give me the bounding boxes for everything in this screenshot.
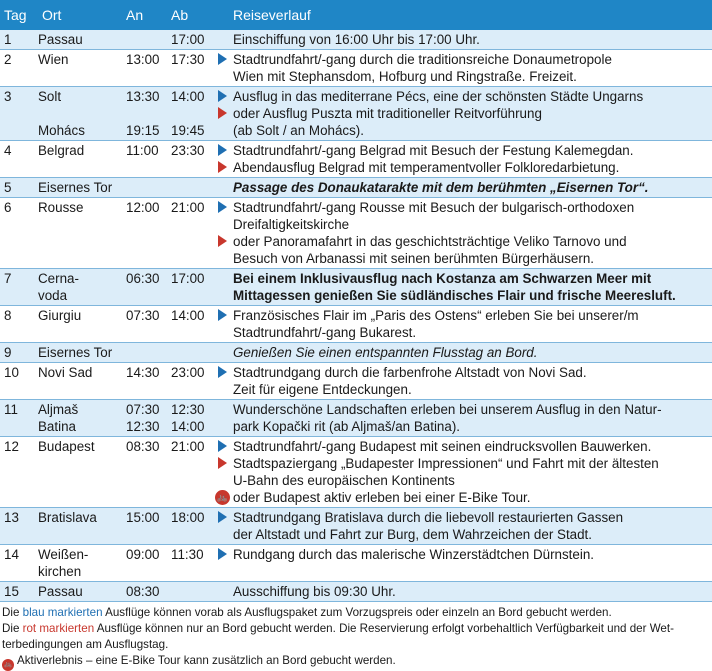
tag-number: 12: [4, 439, 19, 454]
itinerary-text-line: Wunderschöne Landschaften erleben bei unserem Ausflug in den Natur-: [233, 402, 662, 417]
arrival-time: 15:00: [126, 510, 160, 525]
cell-ort: [38, 437, 116, 508]
tag-number: 8: [4, 308, 12, 323]
e-bike-icon: 🚲: [2, 659, 14, 671]
footnotes: [0, 602, 712, 671]
tag-number: 3: [4, 89, 12, 104]
blue-triangle-icon: [213, 88, 231, 105]
itinerary-text-line: Besuch von Arbanassi mit seinen berühmten Bürgerhäusern.: [233, 251, 595, 266]
itinerary-text-line: Rundgang durch das malerische Winzerstädtchen Dürnstein.: [233, 547, 594, 562]
cell-marker: [213, 437, 231, 508]
tag-number: 7: [4, 271, 12, 286]
departure-time: 14:00: [171, 419, 205, 434]
marker-empty: [213, 324, 231, 341]
cell-reiseverlauf: [231, 508, 712, 545]
tag-number: 2: [4, 52, 12, 67]
cell-reiseverlauf: [231, 437, 712, 508]
itinerary-text-line: park Kopački rit (ab Aljmaš/an Batina).: [233, 419, 460, 434]
departure-time: 17:30: [171, 52, 205, 67]
cell-tag: [0, 306, 38, 343]
triangle-right-icon: [218, 511, 227, 523]
footnote-bike: 🚲 Aktiverlebnis – eine E-Bike Tour kann zusätzlich an Bord gebucht werden.: [2, 653, 710, 671]
itinerary-text-line: Passage des Donaukatarakte mit dem berühmten „Eisernen Tor“.: [233, 180, 649, 195]
cell-marker: [213, 30, 231, 50]
header-reiseverlauf: Reiseverlauf: [231, 0, 712, 30]
place-name: Bratislava: [38, 510, 97, 525]
arrival-time: 06:30: [126, 271, 160, 286]
table-row: [0, 400, 712, 437]
red-triangle-icon: [213, 233, 231, 250]
cell-an: [116, 178, 171, 198]
cell-marker: [213, 306, 231, 343]
cell-reiseverlauf: [231, 50, 712, 87]
cell-ab: [171, 269, 213, 306]
table-row: [0, 306, 712, 343]
cell-ort: [38, 582, 116, 602]
arrival-time: [126, 344, 171, 361]
blue-triangle-icon: [213, 142, 231, 159]
cell-ort: [38, 343, 116, 363]
cell-ab: [171, 141, 213, 178]
cell-ort: [38, 400, 116, 437]
cell-tag: [0, 178, 38, 198]
itinerary-text-line: Ausflug in das mediterrane Pécs, eine der schönsten Städte Ungarns: [233, 89, 644, 104]
cell-tag: [0, 141, 38, 178]
cell-tag: [0, 198, 38, 269]
table-row: [0, 50, 712, 87]
cell-tag: [0, 437, 38, 508]
itinerary-text-line: oder Budapest aktiv erleben bei einer E-Bike Tour.: [233, 490, 531, 505]
cell-marker: [213, 87, 231, 141]
itinerary-text-line: Ausschiffung bis 09:30 Uhr.: [233, 584, 396, 599]
itinerary-text-line: oder Panoramafahrt in das geschichtsträchtige Veliko Tarnovo und: [233, 234, 627, 249]
header-tag: Tag: [0, 0, 38, 30]
place-name: Batina: [38, 419, 76, 434]
red-marked-text: rot markierten: [22, 622, 95, 635]
itinerary-text-line: Stadtrundgang Bratislava durch die liebevoll restaurierten Gassen: [233, 510, 624, 525]
cell-marker: [213, 269, 231, 306]
cell-an: [116, 437, 171, 508]
marker-empty: [213, 270, 231, 287]
red-triangle-icon: [213, 105, 231, 122]
marker-empty: [213, 381, 231, 398]
cell-reiseverlauf: [231, 582, 712, 602]
arrival-time: 08:30: [126, 584, 160, 599]
cell-ab: [171, 30, 213, 50]
cell-marker: [213, 141, 231, 178]
cell-tag: [0, 363, 38, 400]
place-name: Wien: [38, 52, 69, 67]
arrival-time: 14:30: [126, 365, 160, 380]
cell-ort: [38, 87, 116, 141]
place-name: Novi Sad: [38, 365, 93, 380]
departure-time: 23:00: [171, 365, 205, 380]
departure-time: [171, 344, 213, 361]
itinerary-text-line: Wien mit Stephansdom, Hofburg und Ringstraße. Freizeit.: [233, 69, 577, 84]
footnote-red-cont: terbedingungen am Ausflugstag.: [2, 638, 169, 651]
place-name: Mohács: [38, 123, 85, 138]
marker-empty: [213, 401, 231, 418]
cell-marker: [213, 508, 231, 545]
itinerary-text-line: Stadtrundfahrt/-gang Bukarest.: [233, 325, 417, 340]
marker-empty: [213, 287, 231, 304]
departure-time: 14:00: [171, 89, 205, 104]
cell-marker: [213, 198, 231, 269]
tag-number: 5: [4, 180, 12, 195]
place-name: kirchen: [38, 564, 82, 579]
itinerary-text-line: Stadtrundgang durch die farbenfrohe Altstadt von Novi Sad.: [233, 365, 587, 380]
table-header-row: [0, 0, 712, 30]
cell-ort: [38, 269, 116, 306]
cell-an: [116, 582, 171, 602]
cell-reiseverlauf: [231, 306, 712, 343]
arrival-time: 12:30: [126, 419, 160, 434]
arrival-time: 07:30: [126, 402, 160, 417]
itinerary-text-line: Mittagessen genießen Sie südländisches Flair und frische Meeresluft.: [233, 288, 676, 303]
itinerary-text-line: Abendausflug Belgrad mit temperamentvoller Folkloredarbietung.: [233, 160, 620, 175]
triangle-right-icon: [218, 107, 227, 119]
arrival-time: 07:30: [126, 308, 160, 323]
marker-empty: [213, 250, 231, 267]
red-triangle-icon: [213, 455, 231, 472]
triangle-right-icon: [218, 144, 227, 156]
blue-marked-text: blau markierten: [22, 606, 103, 619]
departure-time: 23:30: [171, 143, 205, 158]
place-name: Rousse: [38, 200, 84, 215]
departure-time: 17:00: [171, 271, 205, 286]
place-name: Giurgiu: [38, 308, 82, 323]
itinerary-text-line: Stadtrundfahrt/-gang Budapest mit seinen eindrucksvollen Bauwerken.: [233, 439, 652, 454]
cell-tag: [0, 50, 38, 87]
cell-ab: [171, 400, 213, 437]
place-name: Belgrad: [38, 143, 85, 158]
cell-an: [116, 400, 171, 437]
place-name: Eisernes Tor: [38, 180, 113, 195]
tag-number: 14: [4, 547, 19, 562]
table-row: [0, 343, 712, 363]
cell-reiseverlauf: [231, 198, 712, 269]
cell-ort: [38, 363, 116, 400]
tag-number: 11: [4, 402, 18, 417]
departure-time: [171, 583, 213, 600]
itinerary-text-line: der Altstadt und Fahrt zur Burg, dem Wahrzeichen der Stadt.: [233, 527, 592, 542]
cell-reiseverlauf: [231, 545, 712, 582]
tag-number: 1: [4, 32, 12, 47]
cell-tag: [0, 545, 38, 582]
marker-empty: [213, 122, 231, 139]
red-triangle-icon: [213, 159, 231, 176]
place-name: Weißen-: [38, 547, 89, 562]
triangle-right-icon: [218, 53, 227, 65]
departure-time: 21:00: [171, 200, 205, 215]
cell-ort: [38, 178, 116, 198]
cell-tag: [0, 87, 38, 141]
table-row: [0, 437, 712, 508]
triangle-right-icon: [218, 201, 227, 213]
cell-reiseverlauf: [231, 87, 712, 141]
cell-reiseverlauf: [231, 363, 712, 400]
marker-empty: [213, 344, 231, 361]
itinerary-text-line: Stadtrundfahrt/-gang durch die traditionsreiche Donaumetropole: [233, 52, 612, 67]
footnote-blue: Die blau markierten Ausflüge können vorab als Ausflugspaket zum Vorzugspreis oder einzeln an Bord gebucht werden.: [2, 606, 612, 619]
e-bike-marker: [213, 489, 231, 506]
table-row: [0, 198, 712, 269]
triangle-right-icon: [218, 235, 227, 247]
marker-empty: [213, 68, 231, 85]
triangle-right-icon: [218, 440, 227, 452]
footnote-red: Die rot markierten Ausflüge können nur an Bord gebucht werden. Die Reservierung erfolgt vorbehaltlich Verfügbarkeit und der Wet-: [2, 622, 674, 635]
table-row: [0, 582, 712, 602]
arrival-time: [126, 31, 171, 48]
cell-tag: [0, 400, 38, 437]
cell-ab: [171, 582, 213, 602]
table-row: [0, 178, 712, 198]
cell-ort: [38, 30, 116, 50]
header-ab: Ab: [171, 0, 213, 30]
cell-ort: [38, 198, 116, 269]
marker-empty: [213, 472, 231, 489]
triangle-right-icon: [218, 366, 227, 378]
cell-reiseverlauf: [231, 30, 712, 50]
cell-an: [116, 30, 171, 50]
cell-tag: [0, 508, 38, 545]
table-row: [0, 545, 712, 582]
tag-number: 10: [4, 365, 19, 380]
departure-time: [171, 179, 213, 196]
place-name: Passau: [38, 584, 83, 599]
cell-an: [116, 269, 171, 306]
cell-ab: [171, 508, 213, 545]
place-name: Solt: [38, 89, 62, 104]
departure-time: 21:00: [171, 439, 205, 454]
itinerary-text-line: Dreifaltigkeitskirche: [233, 217, 350, 232]
departure-time: [171, 105, 213, 122]
e-bike-icon: 🚲: [215, 490, 230, 505]
table-row: [0, 363, 712, 400]
blue-triangle-icon: [213, 546, 231, 563]
arrival-time: 12:00: [126, 200, 160, 215]
arrival-time: 08:30: [126, 439, 160, 454]
cell-marker: [213, 343, 231, 363]
header-an: An: [116, 0, 171, 30]
arrival-time: [126, 105, 171, 122]
cell-ab: [171, 306, 213, 343]
marker-empty: [213, 526, 231, 543]
header-marker: [213, 0, 231, 30]
triangle-right-icon: [218, 548, 227, 560]
place-name: [38, 105, 116, 122]
cell-marker: [213, 545, 231, 582]
departure-time: 14:00: [171, 308, 205, 323]
arrival-time: [126, 179, 171, 196]
arrival-time: 13:00: [126, 52, 160, 67]
cell-reiseverlauf: [231, 400, 712, 437]
departure-time: 11:30: [171, 547, 204, 562]
cell-an: [116, 343, 171, 363]
tag-number: 15: [4, 584, 19, 599]
cell-ort: [38, 306, 116, 343]
itinerary-text-line: Genießen Sie einen entspannten Flusstag an Bord.: [233, 345, 538, 360]
itinerary-text-line: (ab Solt / an Mohács).: [233, 123, 364, 138]
triangle-right-icon: [218, 457, 227, 469]
itinerary-text-line: Stadtrundfahrt/-gang Belgrad mit Besuch der Festung Kalemegdan.: [233, 143, 634, 158]
cell-marker: [213, 400, 231, 437]
cell-an: [116, 306, 171, 343]
cell-an: [116, 363, 171, 400]
itinerary-text-line: U-Bahn des europäischen Kontinents: [233, 473, 455, 488]
cell-an: [116, 545, 171, 582]
arrival-time: 09:00: [126, 547, 160, 562]
triangle-right-icon: [218, 161, 227, 173]
cell-an: [116, 508, 171, 545]
cell-marker: [213, 50, 231, 87]
cell-reiseverlauf: [231, 141, 712, 178]
cell-tag: [0, 269, 38, 306]
blue-triangle-icon: [213, 199, 231, 216]
cell-an: [116, 50, 171, 87]
table-row: [0, 30, 712, 50]
departure-time: 17:00: [171, 32, 205, 47]
cell-ab: [171, 87, 213, 141]
departure-time: 12:30: [171, 402, 205, 417]
table-row: [0, 269, 712, 306]
cell-ab: [171, 545, 213, 582]
place-name: Passau: [38, 32, 83, 47]
cell-ab: [171, 198, 213, 269]
tag-number: 9: [4, 345, 12, 360]
blue-triangle-icon: [213, 509, 231, 526]
place-name: Aljmaš: [38, 402, 79, 417]
cell-an: [116, 87, 171, 141]
header-ort: Ort: [38, 0, 116, 30]
triangle-right-icon: [218, 90, 227, 102]
triangle-right-icon: [218, 309, 227, 321]
place-name: Eisernes Tor: [38, 345, 113, 360]
blue-triangle-icon: [213, 364, 231, 381]
blue-triangle-icon: [213, 438, 231, 455]
itinerary-text-line: Bei einem Inklusivausflug nach Kostanza am Schwarzen Meer mit: [233, 271, 652, 286]
table-row: [0, 141, 712, 178]
cell-ab: [171, 363, 213, 400]
departure-time: 18:00: [171, 510, 205, 525]
itinerary-text-line: Zeit für eigene Entdeckungen.: [233, 382, 412, 397]
cell-ab: [171, 178, 213, 198]
cell-an: [116, 141, 171, 178]
arrival-time: 11:00: [126, 143, 159, 158]
cell-marker: [213, 582, 231, 602]
table-row: [0, 508, 712, 545]
blue-triangle-icon: [213, 51, 231, 68]
cell-marker: [213, 363, 231, 400]
marker-empty: [213, 418, 231, 435]
tag-number: 13: [4, 510, 19, 525]
table-row: [0, 87, 712, 141]
itinerary-text-line: Stadtrundfahrt/-gang Rousse mit Besuch der bulgarisch-orthodoxen: [233, 200, 635, 215]
cell-ort: [38, 508, 116, 545]
departure-time: 19:45: [171, 123, 205, 138]
cell-ab: [171, 343, 213, 363]
cell-marker: [213, 178, 231, 198]
cell-tag: [0, 30, 38, 50]
cell-reiseverlauf: [231, 269, 712, 306]
cell-ab: [171, 437, 213, 508]
cell-reiseverlauf: [231, 343, 712, 363]
cell-an: [116, 198, 171, 269]
itinerary-text-line: Stadtspaziergang „Budapester Impressionen“ und Fahrt mit der ältesten: [233, 456, 659, 471]
place-name: voda: [38, 288, 68, 303]
itinerary-text-line: Einschiffung von 16:00 Uhr bis 17:00 Uhr.: [233, 32, 480, 47]
tag-number: 6: [4, 200, 12, 215]
marker-empty: [213, 216, 231, 233]
arrival-time: 13:30: [126, 89, 160, 104]
place-name: Budapest: [38, 439, 95, 454]
place-name: Cerna-: [38, 271, 79, 286]
cell-reiseverlauf: [231, 178, 712, 198]
cell-ort: [38, 545, 116, 582]
cell-ab: [171, 50, 213, 87]
arrival-time: 19:15: [126, 123, 160, 138]
cell-tag: [0, 582, 38, 602]
cell-tag: [0, 343, 38, 363]
marker-empty: [213, 179, 231, 196]
cell-ort: [38, 141, 116, 178]
itinerary-text-line: Französisches Flair im „Paris des Ostens“ erleben Sie bei unserer/m: [233, 308, 639, 323]
tag-number: 4: [4, 143, 12, 158]
blue-triangle-icon: [213, 307, 231, 324]
itinerary-text-line: oder Ausflug Puszta mit traditioneller Reitvorführung: [233, 106, 542, 121]
cell-ort: [38, 50, 116, 87]
marker-empty: [213, 31, 231, 48]
marker-empty: [213, 583, 231, 600]
